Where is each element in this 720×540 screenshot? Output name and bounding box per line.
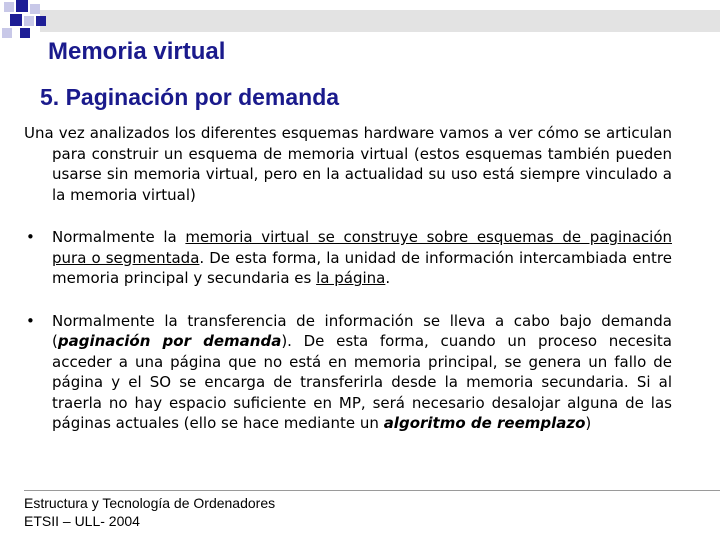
footer-course: Estructura y Tecnología de Ordenadores <box>24 495 276 511</box>
footer <box>24 494 275 530</box>
bullet-item <box>24 227 672 289</box>
deco-square <box>10 14 22 26</box>
bullet-text: Normalmente la transferencia de información se lleva a cabo bajo demanda ( <box>52 311 672 350</box>
footer-institution: ETSII – ULL- 2004 <box>24 513 140 529</box>
bullet-text: ) <box>585 414 592 432</box>
bullet-text: . <box>385 269 391 287</box>
emphasis-text: algoritmo de reemplazo <box>383 414 586 432</box>
intro-paragraph: Una vez analizados los diferentes esquemas hardware vamos a ver cómo se articulan para construir un esquema de memoria virtual (estos esquemas también pueden usarse sin memoria virtual, pero en la actualidad su uso está siempre vinculado a la memoria virtual) <box>24 124 672 204</box>
deco-square <box>2 28 12 38</box>
slide-body <box>24 123 672 434</box>
deco-square <box>24 16 34 26</box>
deco-square <box>16 0 28 12</box>
deco-square <box>36 16 46 26</box>
underlined-text: la página <box>316 269 386 287</box>
page-title: Memoria virtual <box>48 38 226 65</box>
deco-bar <box>40 10 720 32</box>
footer-divider <box>24 490 720 491</box>
emphasis-text: paginación por demanda <box>57 332 282 350</box>
underlined-text: memoria virtual se construye sobre esquemas de paginación pura o segmentada <box>52 228 673 267</box>
deco-square <box>4 2 14 12</box>
bullet-text: . De esta forma, la unidad de información intercambiada entre memoria principal y secundaria es <box>52 248 672 287</box>
deco-square <box>20 28 30 38</box>
bullet-text: Normalmente la <box>52 228 186 246</box>
deco-square <box>30 4 40 14</box>
bullet-dot: • <box>26 311 35 330</box>
bullet-dot: • <box>26 228 35 246</box>
bullet-text: ). De esta forma, cuando un proceso necesita acceder a una página que no está en memoria principal, se genera un fallo de página y el SO se encarga de transferirla desde la memoria secundaria. Si al traerla no hay espacio suficiente en MP, será necesario desalojar alguna de las páginas actuales (ello se hace mediante un <box>52 332 672 432</box>
bullet-item <box>24 311 672 434</box>
section-subtitle: 5. Paginación por demanda <box>40 84 340 110</box>
